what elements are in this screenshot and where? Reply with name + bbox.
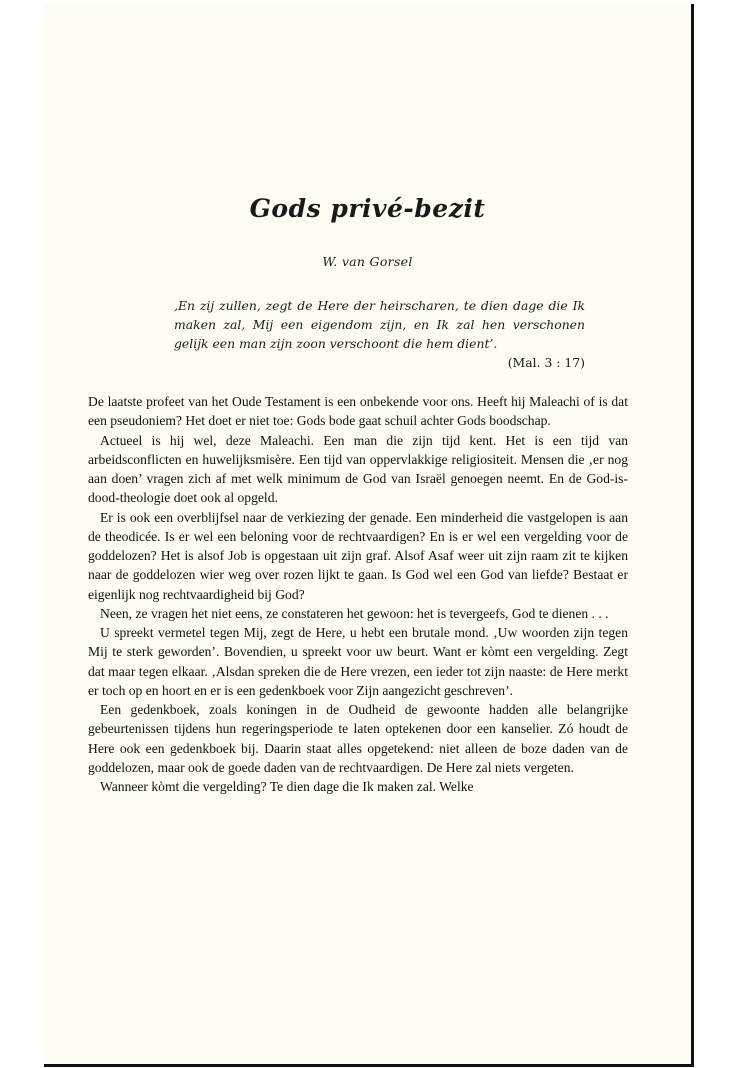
paragraph: Wanneer kòmt die vergelding? Te dien dage die Ik maken zal. Welke bbox=[100, 779, 474, 794]
paragraph: Een gedenkboek, zoals koningen in de Oudheid de gewoonte hadden alle belangrijke gebeurtenissen tijdens hun regeringsperiode te laten optekenen door een kanselier. Zó houdt de Here ook een gedenkboek bij. Daarin staat alles opgetekend: niet alleen de boze daden van de goddelozen, maar ook de goede daden van de rechtvaardigen. De Here zal niets vergeten. bbox=[88, 702, 628, 775]
paragraph: Neen, ze vragen het niet eens, ze constateren het gewoon: het is tevergeefs, God te dienen . . . bbox=[100, 605, 609, 621]
paragraph: Actueel is hij wel, deze Maleachi. Een man die zijn tijd kent. Het is een tijd van arbeidsconflicten en huwelijksmisère. Een tijd van oppervlakkige religiositeit. Mensen die ‚er nog aan doen’ vragen zich af met welk minimum de God van Israël genoegen neemt. En de God-is-dood-theologie doet ook al opgeld. bbox=[88, 432, 628, 506]
epigraph-text: ‚En zij zullen, zegt de Here der heirscharen, te dien dage die Ik maken zal, Mij een eigendom zijn, en Ik zal hen verschonen gelijk een man zijn zoon verschoont die hem dient’. bbox=[174, 298, 585, 351]
epigraph bbox=[174, 296, 585, 372]
paragraph: U spreekt vermetel tegen Mij, zegt de Here, u hebt een brutale mond. ‚Uw woorden zijn tegen Mij te sterk geworden’. Bovendien, u spreekt voor uw beurt. Want er kòmt een vergelding. Zegt dat maar tegen elkaar. ‚Alsdan spreken die de Here vrezen, een ieder tot zijn naaste: de Here merkt er toch op en hoort en er is een gedenkboek voor Zijn aangezicht geschreven’. bbox=[88, 625, 628, 698]
author-name: W. van Gorsel bbox=[322, 254, 413, 269]
document-page bbox=[44, 4, 694, 1067]
article-body bbox=[88, 392, 628, 796]
paragraph: Er is ook een overblijfsel naar de verkiezing der genade. Een minderheid die vastgelopen is aan de theodicée. Is er wel een beloning voor de rechtvaardigen? En is er wel een vergelding voor de goddelozen? Het is alsof Job is opgestaan uit zijn graf. Alsof Asaf weer uit zijn raam zit te kijken naar de goddelozen wier weg over rozen lijkt te gaan. Is God wel een God van liefde? Bestaat er eigenlijk nog rechtvaardigheid bij God? bbox=[88, 509, 628, 602]
article-title: Gods privé-bezit bbox=[249, 194, 486, 223]
epigraph-reference: (Mal. 3 : 17) bbox=[507, 355, 585, 370]
paragraph: De laatste profeet van het Oude Testament is een onbekende voor ons. Heeft hij Maleachi of is dat een pseudoniem? Het doet er niet toe: Gods bode gaat schuil achter Gods boodschap. bbox=[88, 394, 628, 429]
